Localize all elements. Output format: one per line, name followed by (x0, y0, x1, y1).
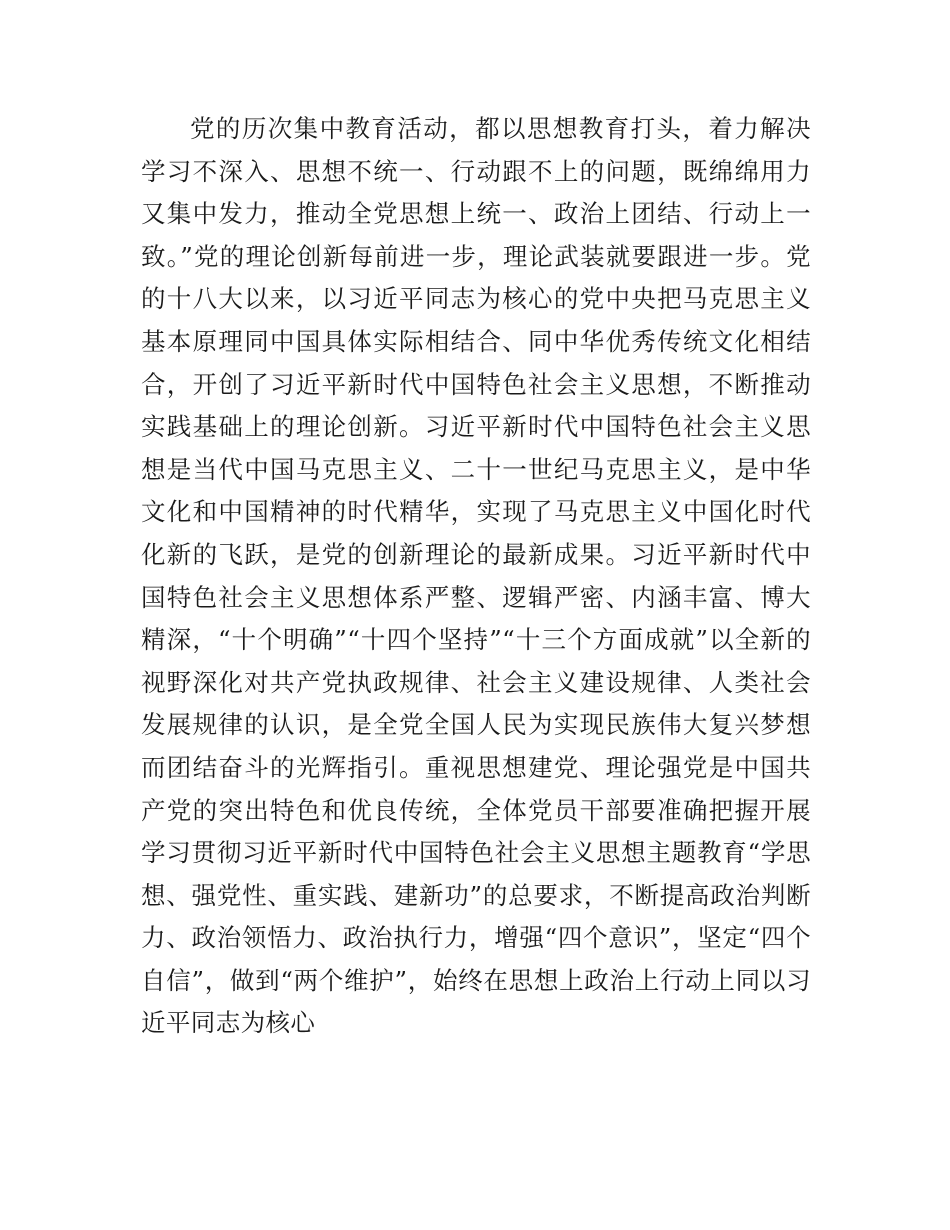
body-paragraph: 党的历次集中教育活动，都以思想教育打头，着力解决学习不深入、思想不统一、行动跟不上的问题，既绵绵用力又集中发力，推动全党思想上统一、政治上团结、行动上一致。”党的理论创新每前进一步，理论武装就要跟进一步。党的十八大以来，以习近平同志为核心的党中央把马克思主义基本原理同中国具体实际相结合、同中华优秀传统文化相结合，开创了习近平新时代中国特色社会主义思想，不断推动实践基础上的理论创新。习近平新时代中国特色社会主义思想是当代中国马克思主义、二十一世纪马克思主义，是中华文化和中国精神的时代精华，实现了马克思主义中国化时代化新的飞跃，是党的创新理论的最新成果。习近平新时代中国特色社会主义思想体系严整、逻辑严密、内涵丰富、博大精深，“十个明确”“十四个坚持”“十三个方面成就”以全新的视野深化对共产党执政规律、社会主义建设规律、人类社会发展规律的认识，是全党全国人民为实现民族伟大复兴梦想而团结奋斗的光辉指引。重视思想建党、理论强党是中国共产党的突出特色和优良传统，全体党员干部要准确把握开展学习贯彻习近平新时代中国特色社会主义思想主题教育“学思想、强党性、重实践、建新功”的总要求，不断提高政治判断力、政治领悟力、政治执行力，增强“四个意识”，坚定“四个自信”，做到“两个维护”，始终在思想上政治上行动上同以习近平同志为核心 (141, 114, 811, 1038)
